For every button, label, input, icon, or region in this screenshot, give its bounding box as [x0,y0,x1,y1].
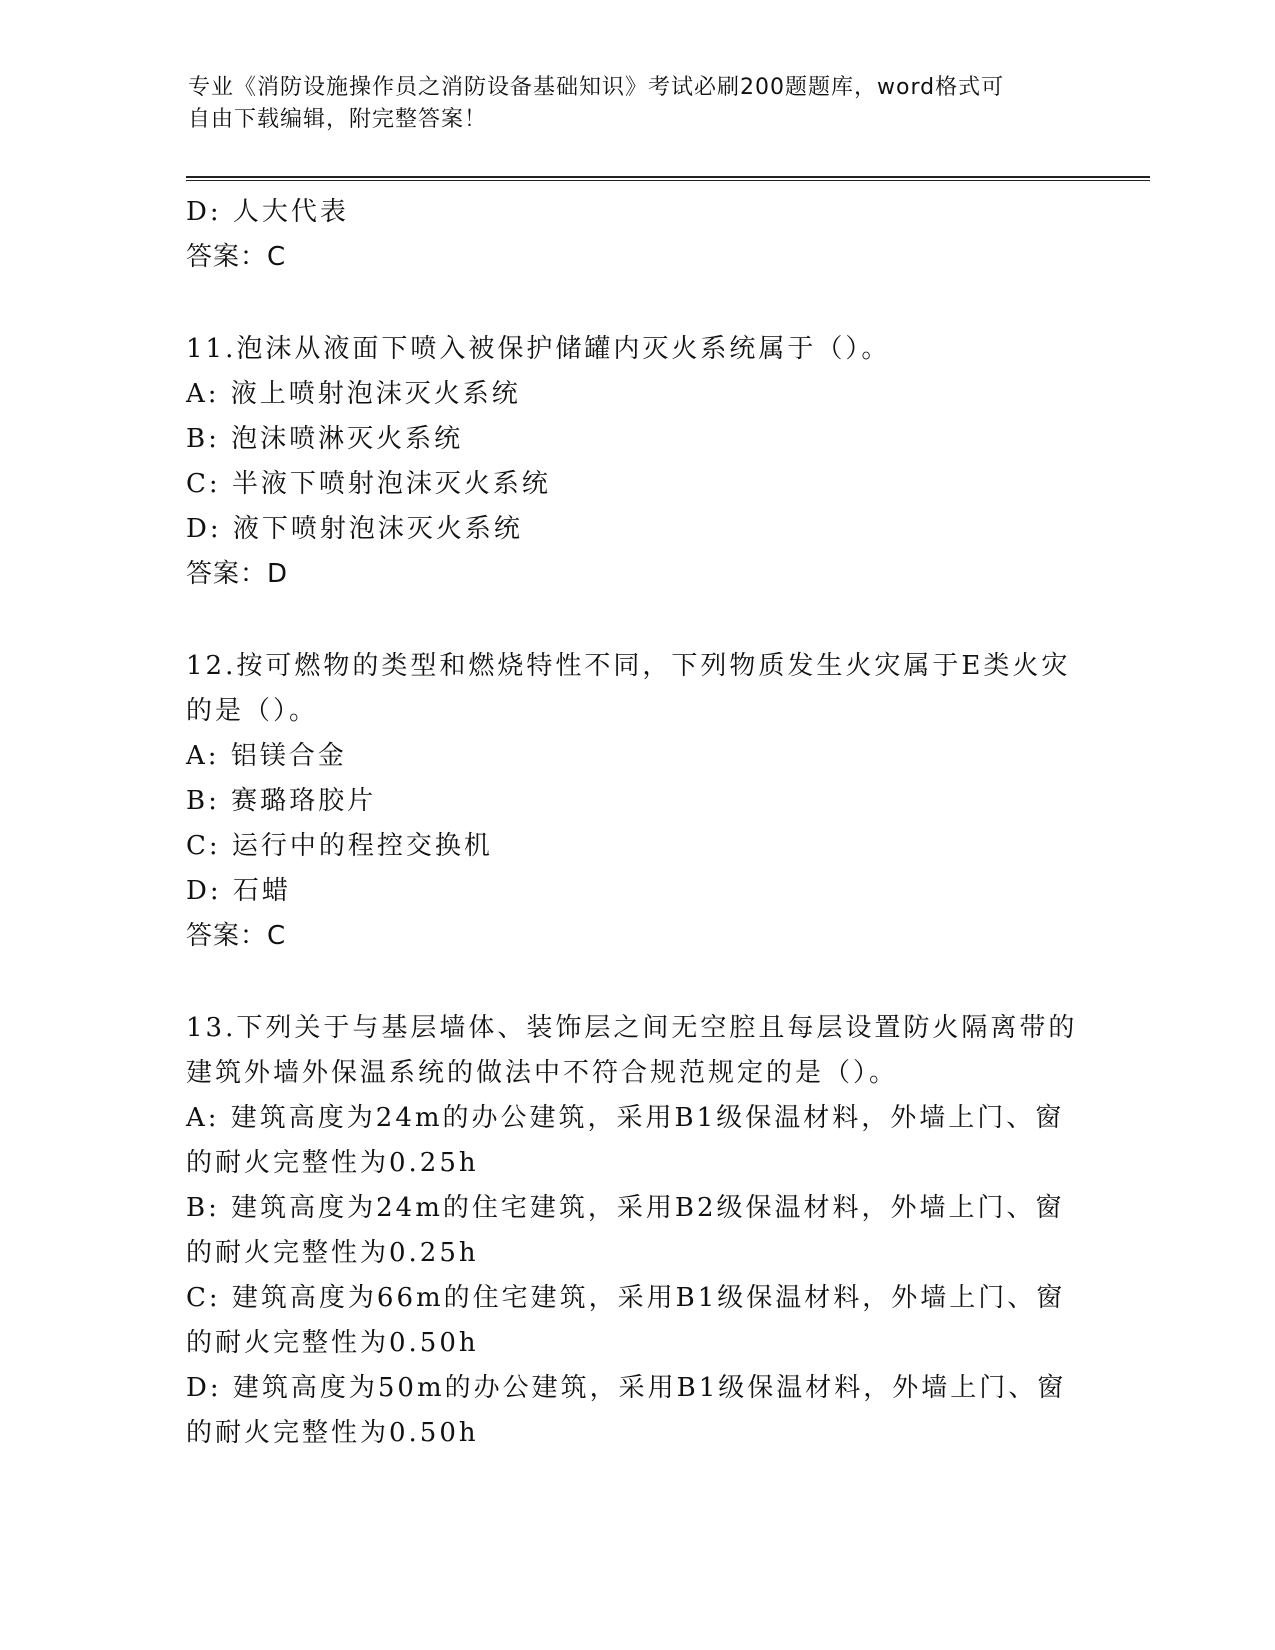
question-block-11 [186,327,1086,597]
question-text-cont: 建筑外墙外保温系统的做法中不符合规范规定的是（）。 [186,1058,899,1088]
option-a: A: 建筑高度为24m的办公建筑，采用B1级保温材料，外墙上门、窗 [186,1103,1065,1133]
header-line-1: 专业《消防设施操作员之消防设备基础知识》考试必刷200题题库，word格式可 [188,75,1005,100]
option-d: D: 石蜡 [186,876,291,906]
question-text: 13.下列关于与基层墙体、装饰层之间无空腔且每层设置防火隔离带的 [186,1013,1078,1043]
option-d: D: 人大代表 [186,197,349,227]
option-b-cont: 的耐火完整性为0.25h [186,1238,479,1268]
answer-line: 答案：D [186,559,289,589]
question-block-12 [186,644,1086,959]
option-a: A: 液上喷射泡沫灭火系统 [186,379,521,409]
option-c: C: 建筑高度为66m的住宅建筑，采用B1级保温材料，外墙上门、窗 [186,1283,1066,1313]
option-b: B: 泡沫喷淋灭火系统 [186,424,464,454]
option-a-cont: 的耐火完整性为0.25h [186,1148,479,1178]
option-d: D: 液下喷射泡沫灭火系统 [186,514,523,544]
option-d: D: 建筑高度为50m的办公建筑，采用B1级保温材料，外墙上门、窗 [186,1373,1067,1403]
option-b: B: 建筑高度为24m的住宅建筑，采用B2级保温材料，外墙上门、窗 [186,1193,1065,1223]
question-text-cont: 的是（）。 [186,696,319,726]
option-d-cont: 的耐火完整性为0.50h [186,1418,479,1448]
header-line-2: 自由下载编辑，附完整答案！ [188,107,488,132]
document-body [186,190,1086,1456]
question-block-10 [186,190,1086,280]
question-text: 12.按可燃物的类型和燃烧特性不同，下列物质发生火灾属于E类火灾 [186,651,1071,681]
answer-line: 答案：C [186,921,287,951]
header-divider [186,176,1150,181]
question-block-13 [186,1006,1086,1456]
option-c-cont: 的耐火完整性为0.50h [186,1328,479,1358]
option-c: C: 半液下喷射泡沫灭火系统 [186,469,551,499]
question-text: 11.泡沫从液面下喷入被保护储罐内灭火系统属于（）。 [186,334,891,364]
answer-line: 答案：C [186,242,287,272]
page-header [188,72,1068,136]
option-b: B: 赛璐珞胶片 [186,786,377,816]
option-c: C: 运行中的程控交换机 [186,831,493,861]
option-a: A: 铝镁合金 [186,741,347,771]
